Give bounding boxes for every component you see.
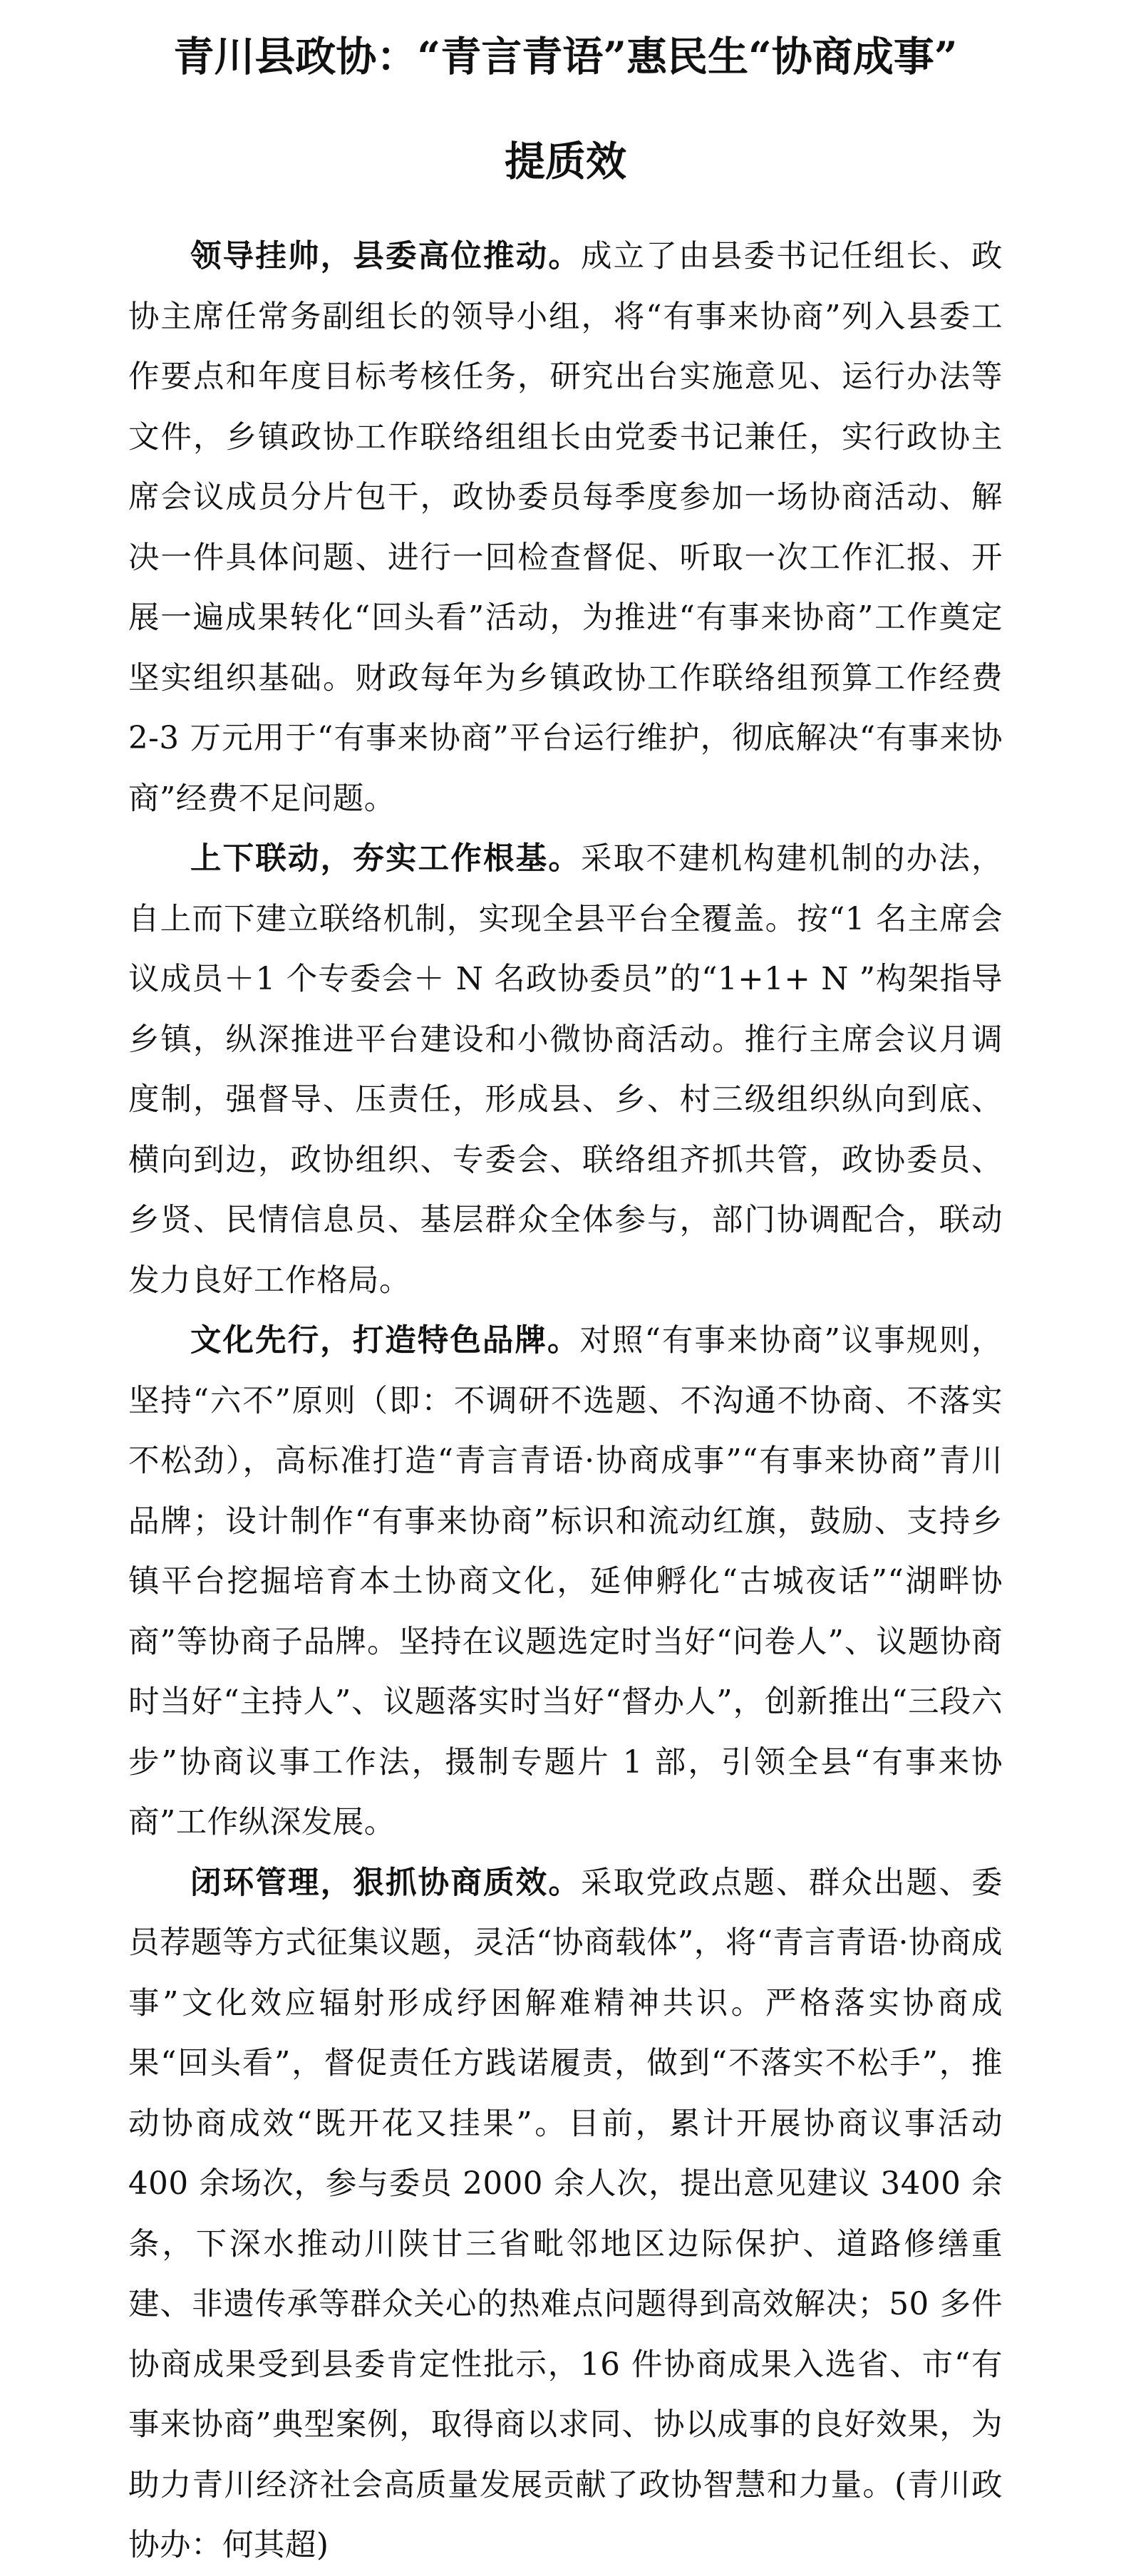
paragraph-text: 采取党政点题、群众出题、委员荐题等方式征集议题，灵活“协商载体”，将“青言青语·协商成事”文化效应辐射形成纾困解难精神共识。严格落实协商成果“回头看”，督促责任方践诺履责，做到“不落实不松手”，推动协商成效“既开花又挂果”。目前，累计开展协商议事活动 400 余场次，参与委员 2000 余人次，提出意见建议 3400 余条，下深水推动川陕甘三省毗邻地区边际保护、道路修缮重建、非遗传承等群众关心的热难点问题得到高效解决；50 多件协商成果受到县委肯定性批示，16 件协商成果入选省、市“有事来协商”典型案例，取得商以求同、协以成事的良好效果，为助力青川经济社会高质量发展贡献了政协智慧和力量。(青川政协办：何其超)	[128, 1865, 1003, 2563]
article-title-line-1: 青川县政协：“青言青语”惠民生“协商成事”	[173, 33, 958, 81]
paragraph-closed-loop	[128, 1853, 1003, 2576]
article-body	[128, 227, 1003, 2576]
paragraph-text: 对照“有事来协商”议事规则，坚持“六不”原则（即：不调研不选题、不沟通不协商、不落实不松劲），高标准打造“青言青语·协商成事”“有事来协商”青川品牌；设计制作“有事来协商”标识和流动红旗，鼓励、支持乡镇平台挖掘培育本土协商文化，延伸孵化“古城夜话”“湖畔协商”等协商子品牌。坚持在议题选定时当好“问卷人”、议题协商时当好“主持人”、议题落实时当好“督办人”，创新推出“三段六步”协商议事工作法，摄制专题片 1 部，引领全县“有事来协商”工作纵深发展。	[128, 1323, 1003, 1840]
paragraph-lead: 领导挂帅，县委高位推动。	[190, 238, 581, 274]
paragraph-lead: 闭环管理，狠抓协商质效。	[190, 1864, 581, 1901]
paragraph-culture-brand	[128, 1311, 1003, 1853]
article-title-line-2: 提质效	[505, 138, 626, 185]
paragraph-linkage	[128, 829, 1003, 1311]
article-title	[128, 0, 1003, 214]
paragraph-lead: 文化先行，打造特色品牌。	[190, 1322, 580, 1359]
paragraph-text: 成立了由县委书记任组长、政协主席任常务副组长的领导小组，将“有事来协商”列入县委工作要点和年度目标考核任务，研究出台实施意见、运行办法等文件，乡镇政协工作联络组组长由党委书记兼任，实行政协主席会议成员分片包干，政协委员每季度参加一场协商活动、解决一件具体问题、进行一回检查督促、听取一次工作汇报、开展一遍成果转化“回头看”活动，为推进“有事来协商”工作奠定坚实组织基础。财政每年为乡镇政协工作联络组预算工作经费 2-3 万元用于“有事来协商”平台运行维护，彻底解决“有事来协商”经费不足问题。	[128, 239, 1003, 817]
paragraph-lead: 上下联动，夯实工作根基。	[190, 840, 581, 877]
paragraph-text: 采取不建机构建机制的办法，自上而下建立联络机制，实现全县平台全覆盖。按“1 名主席会议成员＋1 个专委会＋ N 名政协委员”的“1+1+ N ”构架指导乡镇，纵深推进平台建设和小微协商活动。推行主席会议月调度制，强督导、压责任，形成县、乡、村三级组织纵向到底、横向到边，政协组织、专委会、联络组齐抓共管，政协委员、乡贤、民情信息员、基层群众全体参与，部门协调配合，联动发力良好工作格局。	[128, 841, 1003, 1299]
paragraph-leadership	[128, 227, 1003, 829]
